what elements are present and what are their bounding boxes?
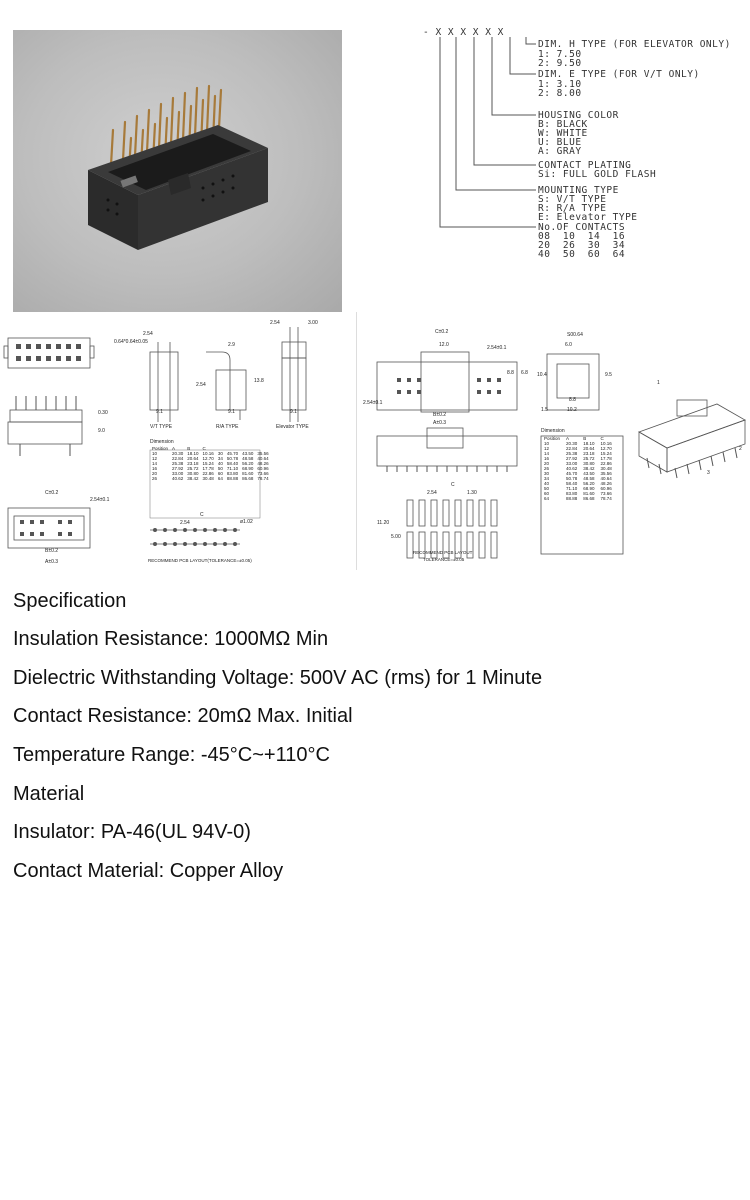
table-cell: 86.68	[242, 476, 254, 481]
table-cell: 25.38	[172, 461, 184, 466]
table-cell: 18.10	[187, 451, 199, 456]
table-cell: 88.88	[566, 496, 578, 501]
table-cell: 50.78	[566, 476, 578, 481]
table-cell: 14	[544, 451, 550, 456]
table-cell: 10.16	[600, 441, 612, 446]
table-cell: 26	[544, 466, 550, 471]
dim-label: 9.1	[156, 409, 163, 415]
table-cell: 33.00	[566, 461, 578, 466]
mounting-type-option: E: Elevator TYPE	[538, 212, 638, 223]
table-cell: 60.96	[600, 486, 612, 491]
table-cell: 27.92	[172, 466, 184, 471]
part-number-diagram	[395, 22, 750, 262]
callout-1: 1	[657, 380, 660, 386]
dim-e-title: DIM. E TYPE (FOR V/T ONLY)	[538, 69, 700, 80]
table-cell: 22.84	[172, 456, 184, 461]
mounting-type-option: S: V/T TYPE	[538, 194, 607, 205]
spec-insulation-resistance: Insulation Resistance: 1000MΩ Min	[13, 628, 329, 650]
table-cell: 40	[217, 461, 223, 466]
table-cell: 83.80	[226, 471, 239, 476]
table-cell: 40.62	[566, 466, 578, 471]
dim-label: 2.54	[143, 331, 153, 337]
contact-plating-title: CONTACT PLATING	[538, 160, 632, 171]
contacts-option: 40 50 60 64	[538, 249, 626, 260]
dim-label: 8.8	[507, 370, 514, 376]
elevator-type-label: Elevator TYPE	[276, 424, 309, 430]
housing-color-option: A: GRAY	[538, 146, 582, 157]
table-header: B	[187, 446, 191, 451]
dim-label: 3.00	[308, 320, 318, 326]
table-cell: 50	[544, 486, 550, 491]
table-cell: 23.18	[583, 451, 595, 456]
dimension-table-right	[541, 436, 615, 501]
dim-h-option: 1: 7.50	[538, 49, 582, 60]
table-cell: 10	[544, 441, 550, 446]
table-cell: 12.70	[202, 456, 214, 461]
table-cell: 60.96	[257, 466, 269, 471]
table-cell: 16	[544, 456, 550, 461]
table-cell: 86.68	[583, 496, 595, 501]
table-cell: 45.70	[226, 451, 239, 456]
dimension-title: Dimension	[541, 428, 565, 434]
spec-contact-material: Contact Material: Copper Alloy	[13, 860, 284, 882]
material-heading: Material	[13, 783, 85, 805]
housing-color-option: B: BLACK	[538, 119, 588, 130]
table-cell: 27.92	[566, 456, 578, 461]
table-header: C	[600, 436, 604, 441]
table-cell: 25.72	[583, 456, 595, 461]
table-header: A	[172, 446, 176, 451]
dim-label: 9.1	[228, 409, 235, 415]
dim-label: 0.64*0.64±0.05	[114, 339, 148, 345]
dim-label: 2.54	[196, 382, 206, 388]
dim-label: ø1.02	[240, 519, 253, 525]
table-cell: 35.56	[257, 451, 269, 456]
dim-label: 2.54±0.1	[363, 400, 383, 406]
pcb-layout-note: RECOMMEND PCB LAYOUT	[413, 550, 473, 555]
table-cell: 12.70	[600, 446, 612, 451]
table-header: A	[566, 436, 570, 441]
table-cell: 12	[544, 446, 550, 451]
dim-label: 2.54±0.1	[487, 345, 507, 351]
table-cell: 40	[544, 481, 550, 486]
dim-h-option: 2: 9.50	[538, 58, 582, 69]
table-cell: 10.16	[202, 451, 214, 456]
dim-label: 2.9	[228, 342, 235, 348]
table-cell: 12	[152, 456, 158, 461]
table-row	[541, 496, 615, 501]
dim-label: 0.30	[98, 410, 108, 416]
table-cell: 22.86	[600, 461, 612, 466]
drawing-panel-right	[356, 312, 750, 570]
table-cell: 38.42	[187, 476, 199, 481]
table-cell: 64	[217, 476, 223, 481]
callout-2: 2	[739, 446, 742, 452]
dim-label: 2.54	[270, 320, 280, 326]
dim-label: 8.8	[569, 397, 576, 403]
dim-label: B±0.2	[433, 412, 447, 418]
table-cell: 43.50	[242, 451, 254, 456]
dim-label: 13.8	[254, 378, 264, 384]
table-cell: 30.80	[583, 461, 595, 466]
table-cell: 60	[217, 471, 223, 476]
table-cell: 23.18	[187, 461, 199, 466]
table-cell: 20.30	[566, 441, 578, 446]
technical-drawing-left	[0, 312, 356, 570]
dim-label: C	[200, 512, 204, 518]
table-cell: 78.74	[600, 496, 612, 501]
table-cell: 30.48	[600, 466, 612, 471]
table-cell: 33.00	[172, 471, 184, 476]
ra-type-label: R/A TYPE	[216, 424, 239, 430]
dim-label: 6.8	[521, 370, 528, 376]
spec-temperature-range: Temperature Range: -45°C~+110°C	[13, 744, 330, 766]
table-cell: 48.26	[600, 481, 612, 486]
table-cell: 30	[544, 471, 550, 476]
contacts-title: No.OF CONTACTS	[538, 222, 626, 233]
dim-label: 2.54±0.1	[90, 497, 110, 503]
table-cell: 56.20	[583, 481, 595, 486]
table-cell: 56.20	[242, 461, 254, 466]
dim-label: 11.20	[377, 520, 390, 526]
table-cell: 64	[544, 496, 550, 501]
table-cell: 20	[544, 461, 550, 466]
dimension-title: Dimension	[150, 439, 174, 445]
table-cell: 22.86	[202, 471, 214, 476]
table-cell: 30.80	[187, 471, 199, 476]
table-cell: 68.90	[242, 466, 254, 471]
dim-label: 9.0	[98, 428, 105, 434]
housing-color-title: HOUSING COLOR	[538, 110, 619, 121]
table-cell: 25.38	[566, 451, 578, 456]
table-cell: 34	[217, 456, 223, 461]
product-photo	[13, 30, 342, 312]
table-cell: 40.62	[172, 476, 184, 481]
table-cell: 81.60	[242, 471, 254, 476]
tolerance-note: TOLERANCE=±0.05	[423, 557, 465, 562]
box-header-connector-image	[13, 30, 342, 312]
dim-label: 2.54	[180, 520, 190, 526]
table-cell: 14	[152, 461, 158, 466]
mounting-type-option: R: R/A TYPE	[538, 203, 607, 214]
table-cell: 17.78	[202, 466, 214, 471]
table-cell: 22.84	[566, 446, 578, 451]
table-cell: 81.60	[583, 491, 595, 496]
table-header: C	[202, 446, 206, 451]
table-header: Position	[544, 436, 561, 441]
table-cell: 18.10	[583, 441, 595, 446]
table-cell: 40.64	[600, 476, 612, 481]
pcb-layout-note: RECOMMEND PCB LAYOUT(TOLERANCE=±0.05)	[148, 558, 252, 563]
table-cell: 10	[152, 451, 158, 456]
dim-label: 1.5	[541, 407, 548, 413]
table-cell: 71.10	[226, 466, 239, 471]
table-cell: 20.64	[583, 446, 595, 451]
dim-e-option: 1: 3.10	[538, 79, 582, 90]
table-cell: 15.24	[202, 461, 214, 466]
housing-color-option: U: BLUE	[538, 137, 582, 148]
table-cell: 48.58	[583, 476, 595, 481]
table-cell: 45.70	[566, 471, 578, 476]
table-cell: 40.64	[257, 456, 269, 461]
table-cell: 20	[152, 471, 158, 476]
dim-label: 9.5	[605, 372, 612, 378]
table-cell: 20.64	[187, 456, 199, 461]
spec-heading: Specification	[13, 590, 127, 612]
part-number-prefix: - X X X X X X	[423, 27, 504, 38]
dim-label: 2.54	[427, 490, 437, 496]
contacts-option: 20 26 30 34	[538, 240, 626, 251]
table-cell: 25.72	[187, 466, 199, 471]
drawing-panel-left	[0, 312, 356, 570]
vt-type-label: V/T TYPE	[150, 424, 173, 430]
dim-label: 10.2	[567, 407, 577, 413]
table-cell: 58.40	[566, 481, 578, 486]
table-cell: 43.50	[583, 471, 595, 476]
dim-label: A±0.3	[45, 559, 59, 565]
table-cell: 71.10	[566, 486, 578, 491]
table-cell: 73.66	[600, 491, 612, 496]
table-header: Position	[152, 446, 169, 451]
table-row	[150, 476, 271, 481]
mounting-type-title: MOUNTING TYPE	[538, 185, 619, 196]
table-cell: 88.88	[226, 476, 239, 481]
dim-label: C±0.2	[435, 329, 449, 335]
table-cell: 16	[152, 466, 158, 471]
table-cell: 34	[544, 476, 550, 481]
table-header: B	[583, 436, 587, 441]
contacts-option: 08 10 14 16	[538, 231, 626, 242]
callout-3: 3	[707, 470, 710, 476]
dim-label: 5.00	[391, 534, 401, 540]
table-cell: 48.58	[242, 456, 254, 461]
table-cell: 50.78	[226, 456, 239, 461]
table-cell: 68.90	[583, 486, 595, 491]
spec-insulator: Insulator: PA-46(UL 94V-0)	[13, 821, 251, 843]
table-cell: 30	[217, 451, 223, 456]
dim-label: 1.30	[467, 490, 477, 496]
dim-label: 12.0	[439, 342, 449, 348]
dim-e-option: 2: 8.00	[538, 88, 582, 99]
table-cell: 73.66	[257, 471, 269, 476]
dim-label: A±0.3	[433, 420, 447, 426]
dim-label: C	[451, 482, 455, 488]
table-cell: 15.24	[600, 451, 612, 456]
table-cell: 35.56	[600, 471, 612, 476]
dimension-table-left	[150, 446, 271, 481]
dim-h-title: DIM. H TYPE (FOR ELEVATOR ONLY)	[538, 39, 731, 50]
contact-plating-option: Si: FULL GOLD FLASH	[538, 169, 657, 180]
housing-color-option: W: WHITE	[538, 128, 588, 139]
dim-label: 6.0	[565, 342, 572, 348]
table-cell: 26	[152, 476, 158, 481]
table-cell: 17.78	[600, 456, 612, 461]
table-cell: 60	[544, 491, 550, 496]
table-cell: 20.30	[172, 451, 184, 456]
table-cell: 78.74	[257, 476, 269, 481]
dim-label: B±0.2	[45, 548, 59, 554]
dim-label: C±0.2	[45, 490, 59, 496]
table-cell: 58.40	[226, 461, 239, 466]
spec-dielectric-voltage: Dielectric Withstanding Voltage: 500V AC (rms) for 1 Minute	[13, 667, 543, 689]
table-cell: 38.42	[583, 466, 595, 471]
dim-label: S00.64	[567, 332, 583, 338]
table-cell: 48.26	[257, 461, 269, 466]
table-cell: 83.80	[566, 491, 578, 496]
dim-label: 9.1	[290, 409, 297, 415]
table-cell: 50	[217, 466, 223, 471]
spec-contact-resistance: Contact Resistance: 20mΩ Max. Initial	[13, 705, 353, 727]
table-cell: 30.48	[202, 476, 214, 481]
dim-label: 10.4	[537, 372, 547, 378]
